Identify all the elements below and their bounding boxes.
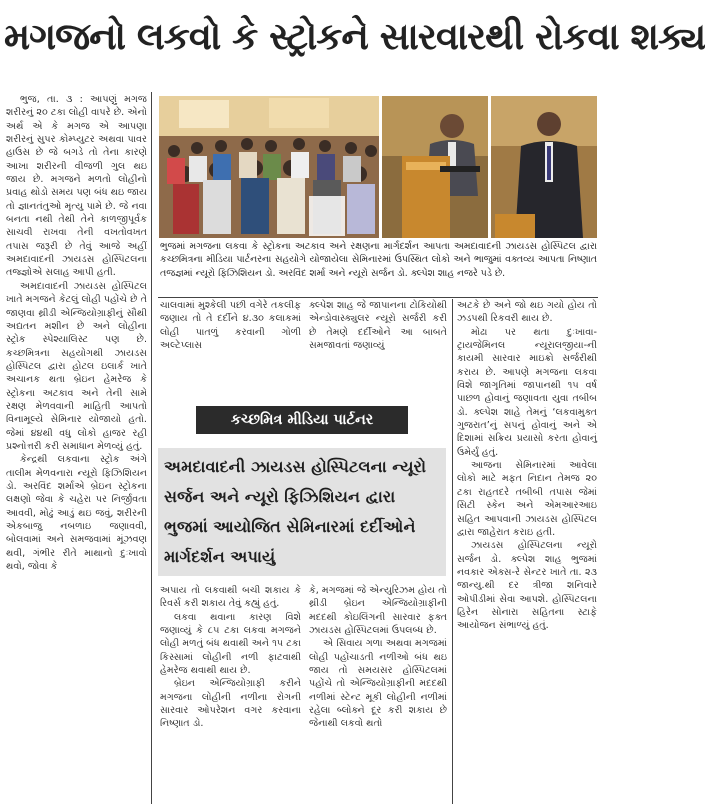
- speaker-arvind-sharma-photo: [382, 96, 488, 238]
- article-column-3-bottom: [309, 584, 447, 805]
- paragraph: ચાલવામાં મુશ્કેલી પછી વગેરે તકલીફ જણાય તો તે દર્દીને ૪.૩૦ કલાકમાં લોહી પાતળું કરવાની ગોળી અલ્ટેપ્લાસ: [160, 300, 301, 352]
- paragraph: લકવા થવાના કારણ વિશે જણાવ્યું કે ૮૫ ટકા લકવા મગજને લોહી મળતું બંધ થવાથી અને ૧૫ ટકા કિસ્સામાં લોહીની નળી ફાટવાથી હેમરેજ થવાથી થાય છે.: [160, 611, 301, 677]
- headline: મગજનો લકવો કે સ્ટ્રોકને સારવારથી રોકવા શક્ય: [4, 15, 705, 58]
- article-column-3-top: [309, 299, 447, 399]
- article-column-2-top: [160, 299, 301, 399]
- caption-rule: [158, 297, 598, 298]
- callout-box: અમદાવાદની ઝાયડસ હોસ્પિટલના ન્યૂરો સર્જન અને ન્યૂરો ફિઝિશિયન દ્વારા ભુજમાં આયોજિત સેમિનારમાં દર્દીઓને માર્ગદર્શન અપાયું: [158, 448, 446, 576]
- column-divider: [452, 299, 453, 804]
- article-column-2-bottom: [160, 584, 301, 805]
- speaker-kalpesh-shah-photo: [491, 96, 597, 238]
- paragraph: કેન્દ્રથી લકવાના સ્ટ્રોક અંગે તાલીમ મેળવનારા ન્યૂરો ફિઝિશિયન ડો. અરવિંદ શર્માએ બ્રેઇન સ્ટ્રોકના લક્ષણો જેવા કે ચહેરા પર નિર્જીવતા આવવી, મોઢું આડું થઇ જવું, શરીરની એકબાજુ નબળાઇ જણાવવી, બોલવામાં અને સમજવામાં મૂંઝવણ થવી, ગંભીર રીતે માથાનો દુઃખાવો થવો, જોવા કે: [6, 454, 147, 573]
- paragraph: આજના સેમિનારમાં આવેલા લોકો માટે મફત નિદાન તેમજ ૨૦ ટકા રાહતદરે તબીબી તપાસ જેમાં સિટી સ્કેન અને એમઆરઆઇ સહિત આપવાની ઝાયડસ હોસ્પિટલ દ્વારા જાહેરાત કરાઇ હતી.: [457, 460, 597, 538]
- paragraph: બ્રેઇન એન્જિયોગ્રાફી કરીને મગજના લોહીની નળીના રોગની સારવાર ઓપરેશન વગર કરવાના નિષ્ણાત ડો.: [160, 678, 301, 730]
- article-column-1: [6, 93, 147, 805]
- paragraph: ઝાયડસ હોસ્પિટલના ન્યૂરો સર્જન ડો. ક્લ્પેશ શાહ ભુજમાં નવકાર એક્સ-રે સેન્ટર ખાતે તા. ૨૩ જાન્યુ.થી દર ત્રીજા શનિવારે ઓપીડીમાં સેવા આપશે. હોસ્પિટલના હિરેન સોનારા સહિતના સ્ટાફે આયોજન સંભાળ્યું હતું.: [457, 540, 597, 632]
- paragraph: એ સિવાય ગળા અથવા મગજમાં લોહી પહોંચાડતી નળીઓ બંધ થઇ જાય તો સમયસર હોસ્પિટલમાં પહોંચે તો એન્જિયોગ્રાફીની મદદથી નળીમાં સ્ટેન્ટ મૂકી લોહીની નળીમાં રહેલા બ્લોક્ને દૂર કરી શકાય છે જેનાથી લકવો થતો: [309, 638, 447, 730]
- photo-caption: ભુજમાં મગજના લકવા કે સ્ટ્રોકના અટકાવ અને રક્ષણના માર્ગદર્શન આપતા અમદાવાદની ઝાયડસ હોસ્પિટલ દ્વારા કચ્છમિત્રના મીડિયા પાર્ટનરના સહયોગે યોજાયેલા સેમિનારમાં ઉપસ્થિત લોકો અને ભાજુમાં વક્તવ્ય આપતા નિષ્ણાત તજજ્ઞમાં ન્યૂરો ફિઝિશિયન ડો. અરવિંદ શર્મા અને ન્યૂરો સર્જન ડો. ક્લ્પેશ શાહ નજરે પડે છે.: [160, 241, 597, 279]
- article-column-4: [457, 299, 597, 805]
- paragraph: અપાય તો લકવાથી બચી શકાય કે રિવર્સ કરી શકાય તેવું કહ્યું હતું.: [160, 585, 301, 610]
- seminar-audience-photo: [159, 96, 379, 238]
- paragraph: મોઢા પર થતા દુઃખાવા-ટ્રાયજેમિનલ ન્યૂરાલજીયા-ની કાયમી સારવાર માઇક્રો સર્જરીથી કરાય છે. આપણે મગજના લકવા વિશે જાગૃતિમાં જાપાનથી ૧૫ વર્ષ પાછળ હોવાનું જણાવતા યુવા તબીબ ડો. ક્લ્પેશ શાહે તેમનું ‘લકવામુક્ત ગુજરાત’નું સપનું હોવાનું અને એ દિશામાં સક્રિય પ્રયાસો કરતા હોવાનું ઉમેર્યું હતું.: [457, 326, 597, 458]
- paragraph: ક્લ્પેશ શાહ જે જાપાનના ટોકિયોથી એન્ડોવાસ્ક્યુલર ન્યૂરો સર્જરી કરી છે તેમણે દર્દીઓને આ બાબતે સમજાવતાં જણાવ્યું: [309, 300, 447, 352]
- media-partner-banner: કચ્છમિત્ર મીડિયા પાર્ટનર: [196, 406, 408, 434]
- paragraph: અટકે છે અને જો થઇ ગયો હોય તો ઝડપથી રિકવરી થાય છે.: [457, 300, 597, 325]
- paragraph: ભુજ, તા. ૩ : આપણું મગજ શરીરનું ૨૦ ટકા લોહી વાપરે છે. એનો અર્થ એ કે મગજ એ આપણા શરીરનું સુપર કોમ્પ્યુટર અથવા પાવર હાઉસ છે જે બગડે તો તેના કારણે આખા શરીરની વીજળી ગુલ થઇ જાય છે. મગજને મળતો લોહીનો પ્રવાહ થોડો સમય પણ બંધ થઇ જાય તો જ્ઞાનતંતુઓ મૃત્યુ પામે છે. જે નવા બનતા નથી તેથી તેને કાળજીપૂર્વક સાચવી રાખવા તેની વખતોવખત તપાસ જરૂરી છે તેવું આજે અહીં અમદાવાદની ઝાયડસ હોસ્પિટલના તજ્જ્ઞોએ સલાહ આપી હતી.: [6, 94, 147, 279]
- paragraph: કે, મગજમાં જે એન્યુરિઝમ હોય તો થ્રીડી બ્રેઇન એન્જિયોગ્રાફીની મદદથી કોઇલિંગની સારવાર ફક્ત ઝાયડસ હોસ્પિટલમાં ઉપલબ્ધ છે.: [309, 585, 447, 637]
- paragraph: અમદાવાદની ઝાયડસ હોસ્પિટલ ખાતે મગજને કેટલું લોહી પહોંચે છે તે જાણવા થ્રીડી એન્જિયોગ્રાફીનું સૌથી અદ્યતન મશીન છે અને લોહીના સ્ટ્રોક સ્પેશ્યાલિસ્ટ પણ છે. કચ્છમિત્રના સહયોગથી ઝાયડસ હોસ્પિટલ દ્વારા હોટલ ઇલાર્ક ખાતે અચાનક થતા બ્રેઇન હેમરેજ કે સ્ટ્રોકના અટકાવ અને તેની સામે રક્ષણ મેળવવાની માહિતી આપતો વિનામૂલ્યે સેમિનાર યોજાયો હતો. જેમાં ૪૪થી વધુ લોકો હાજર રહી પ્રશ્નોત્તરી કરી સમાધાન મેળવ્યું હતું.: [6, 280, 147, 452]
- column-divider: [151, 92, 152, 804]
